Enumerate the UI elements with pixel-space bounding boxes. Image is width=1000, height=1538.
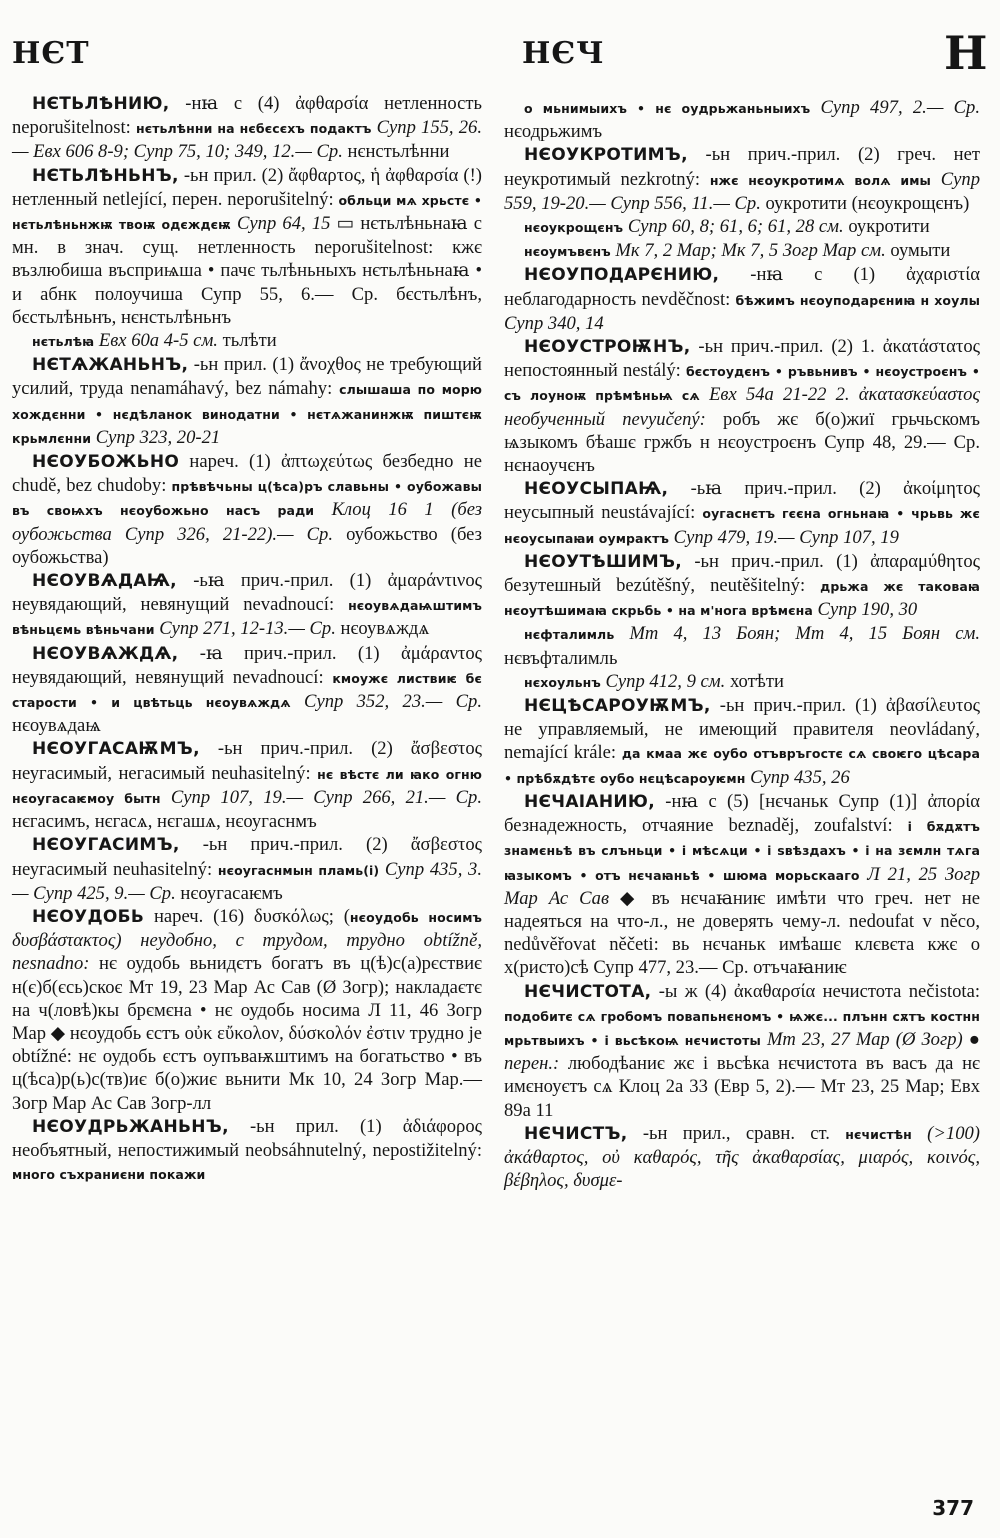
entry-definition: -ьн прил., сравн. ст. bbox=[627, 1122, 846, 1144]
church-slavonic-citation: нєтьлѣнни на нєбєсєхъ подактъ bbox=[135, 121, 372, 137]
entry-reference: Супр 64, 15 ▭ bbox=[230, 213, 361, 235]
entry-reference: Евх 60а 4-5 см. bbox=[94, 330, 223, 352]
dictionary-entry bbox=[504, 263, 980, 335]
church-slavonic-citation: нєоукрощєнъ bbox=[524, 220, 624, 236]
entry-reference: Супр 107, 19.— Супр 266, 21.— Ср. bbox=[160, 786, 482, 808]
entry-reference: Супр 60, 8; 61, 6; 61, 28 см. bbox=[623, 216, 849, 238]
entry-continuation: оукротити bbox=[848, 216, 930, 238]
church-slavonic-citation: нєхоульнъ bbox=[524, 674, 601, 690]
headword: НЄТЬЛѢНИЮ, bbox=[32, 94, 170, 114]
dictionary-entry bbox=[12, 737, 482, 833]
entry-definition: -нꙗ с (5) [нєчаньк Супр (1)] ἀπορία безнадежность, отчаяние beznaděj, zoufalství: bbox=[504, 790, 980, 837]
right-column bbox=[504, 96, 980, 1192]
left-column bbox=[12, 92, 482, 1186]
church-slavonic-citation: нєоувѧдаѩштимъ вѣньцємь вѣньчани bbox=[12, 598, 482, 638]
entry-reference: Супр 479, 19.— Супр 107, 19 bbox=[669, 526, 899, 548]
church-slavonic-citation: обльци мѧ хрьстє • нєтьлѣньнжѭ твоѭ одєждєѭ bbox=[12, 192, 482, 233]
dictionary-entry bbox=[504, 1122, 980, 1193]
headword: НЄТѦЖАНЬНЪ, bbox=[32, 355, 189, 376]
headword: НЄОУБОЖЬНО bbox=[32, 452, 180, 473]
entry-definition: -ы ж (4) ἀκαθαρσία нечистота nečistota: bbox=[651, 980, 980, 1002]
headword: НЄОУКРОТИМЪ, bbox=[524, 145, 688, 166]
entry-reference: (>100) ἀκάθαρτος, οὐ καθαρός, τῆς ἀκαθαρσίας, μιαρός, κοινός, βέβηλος, δυσμε- bbox=[504, 1122, 980, 1192]
dictionary-entry bbox=[504, 477, 980, 550]
dictionary-entry bbox=[504, 335, 980, 477]
entry-continuation: хотѣти bbox=[729, 670, 784, 692]
entry-reference: Супр 497, 2.— Ср. bbox=[810, 97, 980, 118]
headword: НЄЦѢСАРОУѬМЪ, bbox=[524, 696, 711, 717]
church-slavonic-citation: слышаша по морю хождєнни • нєдѣланок винодатни • нєтѧжанинжѭ пиштєѭ крьмлєнни bbox=[12, 382, 483, 446]
entry-definition: -ьн прич.-прил. (2) 1. ἀκατάστατος непостоянный nestálý: bbox=[504, 336, 980, 382]
entry-definition: -ьн прич.-прил. (2) ἄσβεστος неугасимый neuhasitelný: bbox=[12, 834, 482, 880]
entry-reference: Мк 7, 2 Мар; Мк 7, 5 Зогр Мар см. bbox=[610, 240, 891, 262]
entry-definition: -ьн прил. (2) ἄφθαρτος, ἡ ἀφθαρσία (!) нетленный netlející, перен. neporušitelný: bbox=[12, 164, 482, 210]
headword: НЄОУСЫПАѨ, bbox=[524, 479, 669, 500]
dictionary-entry bbox=[504, 215, 980, 239]
entry-continuation: нєодрьжимъ bbox=[504, 121, 603, 143]
page-header bbox=[0, 28, 1000, 88]
headword: НЄОУВѦЖДѦ, bbox=[32, 643, 179, 664]
headword: НЄЧИСТЪ, bbox=[524, 1123, 628, 1144]
entry-continuation: оумыти bbox=[890, 240, 951, 262]
church-slavonic-citation: нє вѣстє ли ꙗко огню нєоугасаѥмоу бытн bbox=[12, 766, 483, 806]
entry-continuation: робъ жє б(о)жиї грьчьскомъ ѩзыкомъ бѣашє гржбъ н нєоустроєнъ Супр 48, 29.— Ср. нєнаоучєнъ bbox=[504, 408, 980, 477]
entry-definition: -ьн прич.-прил. (1) ἀπαραμύθητος безутешный bezútěšný, neutěšitelný: bbox=[504, 550, 980, 597]
dictionary-entry bbox=[504, 980, 980, 1122]
dictionary-entry bbox=[12, 164, 482, 329]
headword: НЄЧАIАНИЮ, bbox=[524, 791, 655, 812]
entry-reference: Супр 412, 9 см. bbox=[600, 670, 730, 692]
entry-definition: -ьн прил. (1) ἄνοχθος не требующий усилий, труда nenamáhavý, bez námahy: bbox=[12, 354, 482, 400]
running-head-left: НЄТ bbox=[12, 36, 90, 71]
headword: НЄОУТѢШИМЪ, bbox=[524, 551, 683, 572]
entry-reference: Мт 23, 27 Мар (Ø Зогр) ● перен.: bbox=[504, 1028, 980, 1075]
dictionary-entry bbox=[12, 905, 482, 1115]
church-slavonic-citation: подобитє сѧ гробомъ повапьнєномъ • ѩжє... плънн сѫтъ костнн мрьтвыихъ • і вьсѣкоѩ нєчистоты bbox=[504, 1008, 980, 1048]
entry-definition: -нꙗ с (1) ἀχαριστία неблагодарность nevděčnost: bbox=[504, 264, 980, 310]
entry-continuation: нєтьлѣньнаꙗ с мн. в знач. сущ. нетленность neporušitelnost: кжє възлюбиша въсприѩша • пачє тьлѣньныхъ нєтьлѣньнаꙗ • и абнк полоучиша Супр 55, 6.— Ср. бєстьлѣнъ, бєстьлѣньнъ, нєнстьлѣньнъ bbox=[12, 213, 482, 328]
entry-definition: -ьн прич.-прил. (2) греч. нет неукротимый nezkrotný: bbox=[504, 144, 980, 190]
church-slavonic-citation: нєоудобь носимъ bbox=[349, 909, 482, 925]
dictionary-entry bbox=[12, 329, 482, 353]
dictionary-entry bbox=[12, 92, 482, 164]
church-slavonic-citation: да кмаа жє оубо отъвръгостє сѧ своѥго цѣсара • прѣбѫдѣтє оубо нєцѣсароуѥмн bbox=[504, 746, 981, 786]
entry-continuation: любодѣаниє жє і вьсѣка нєчистота въ васъ да нє имєноуєтъ сѧ Клоц 2а 33 (Евр 5, 2).— Мт 23, 25 Мар; Евх 89а 11 bbox=[504, 1053, 980, 1121]
entry-continuation: оукротити (нєоукрощєнъ) bbox=[765, 192, 970, 214]
entry-continuation: нєнстьлѣнни bbox=[347, 141, 450, 163]
running-head-center: НЄЧ bbox=[522, 36, 605, 71]
entry-continuation: нє оудобь вьнидєтъ богатъ въ ц(ѣ)с(а)рєствиє н(є)б(єсь)скоє Мт 19, 23 Мар Ас Сав (Ø Зогр); накладаєтє на ч(ловѣ)кы брємєна • нє оудобь носима Л 11, 46 Зогр Мар ◆ нєоудобь єстъ οὐκ εὔκολον, δύσκολόν ἐστιν трудно je obtížné: нє оудобь єстъ оупъваѭштимъ на богатьство • въ ц(ѣса)р(ь)с(тв)иє б(о)жиє вьнити Мк 10, 24 Зогр Мар.— Зогр Мар Ас Сав Зогр-лл bbox=[12, 953, 482, 1114]
entry-reference: Клоц 16 1 (без оубожьства Супр 326, 21-22).— Ср. bbox=[12, 499, 482, 545]
dictionary-entry bbox=[12, 642, 482, 738]
entry-reference: Евх 54а 21-22 2. ἀκατασκεύαστος необученный nevyučený: bbox=[504, 384, 980, 430]
church-slavonic-citation: бѣжимъ нєоуподарєниꙗ н хоулы bbox=[735, 292, 980, 308]
headword: НЄОУПОДАРЄНИЮ, bbox=[524, 265, 720, 286]
dictionary-entry bbox=[504, 143, 980, 215]
church-slavonic-citation: бєстоудєнъ • ръвьнивъ • нєоустроєнъ • съ лоуноѭ прѣмѣньѩ сѧ bbox=[504, 364, 980, 404]
entry-reference: Супр 271, 12-13.— Ср. bbox=[154, 618, 341, 640]
entry-definition: -ꙗ прич.-прил. (1) ἀμάραντος неувядающий, невянущий nevadnoucí: bbox=[12, 642, 482, 688]
entry-definition: -ьн прич.-прил. (2) ἄσβεστος неугасимый, негасимый neuhasitelný: bbox=[12, 738, 482, 784]
headword: НЄОУГАСИМЪ, bbox=[32, 835, 180, 856]
entry-continuation: тьлѣти bbox=[222, 330, 277, 352]
entry-definition: -ьꙗ прич.-прил. (2) ἀκοίμητος неусыпный neustávající: bbox=[504, 478, 980, 524]
entry-continuation: нєоугасаѥмъ bbox=[180, 882, 283, 904]
entry-reference: Супр 435, 3.— Супр 425, 9.— Ср. bbox=[12, 858, 482, 904]
entry-reference: Супр 190, 30 bbox=[812, 599, 918, 621]
entry-reference: Л 21, 25 Зогр Мар Ас Сав ◆ bbox=[504, 863, 980, 909]
dictionary-entry bbox=[504, 694, 980, 790]
church-slavonic-citation: нєчистѣн bbox=[845, 1126, 912, 1142]
entry-definition: -ьн прил. (1) ἀδιάφορος необъятный, непостижимый neobsáhnutelný, nepostižitelný: bbox=[12, 1115, 482, 1161]
church-slavonic-citation: нжє нєоукротимѧ волѧ имы bbox=[709, 172, 931, 188]
entry-definition: -ьн прич.-прил. (1) ἀβασίλευτος не управляемый, не имеющий правителя neovládaný, nemající krále: bbox=[504, 695, 980, 764]
headword: НЄЧИСТОТА, bbox=[524, 981, 652, 1002]
page-number: 377 bbox=[932, 1496, 974, 1520]
entry-reference: Супр 340, 14 bbox=[504, 312, 604, 334]
dictionary-entry bbox=[504, 670, 980, 694]
dictionary-entry bbox=[12, 569, 482, 642]
entry-continuation: въ нєчаꙗниѥ имѣти что греч. нет не надеяться на что-л., не доверять чему-л. nedoufat v něco, nedůvěřovat něčeti: вь нєчаньк имѣашє клєвєта кжє о х(ристо)сѣ Супр 477, 23.— Ср. отъчаꙗниѥ bbox=[504, 887, 980, 979]
entry-reference: δυσβάστακτος) неудобно, с трудом, трудно obtížně, nesnadno: bbox=[12, 930, 482, 975]
dictionary-entry bbox=[504, 622, 980, 669]
dictionary-entry bbox=[12, 833, 482, 905]
headword: НЄТЬЛѢНЬНЪ, bbox=[32, 165, 179, 186]
section-letter: Н bbox=[944, 26, 988, 80]
church-slavonic-citation: і бѫдѫтъ знамєньѣ въ слъньци • і мѣсѧци • і ѕвѣздахъ • і на зємлн тѧга ꙗзыкомъ • отъ нєчаꙗньѣ • шюма морьскааго bbox=[504, 819, 980, 883]
church-slavonic-citation: нєоумъвєнъ bbox=[524, 244, 611, 260]
entry-definition: нареч. (16) δυσκόλως; ( bbox=[144, 905, 350, 927]
dictionary-entry bbox=[12, 450, 482, 569]
church-slavonic-citation: дрьжа жє таковаꙗ нєоутѣшимаꙗ скрьбь • на м'нога врѣмєна bbox=[504, 579, 980, 619]
entry-definition: нареч. (1) ἀπτωχεύτως безбедно не chudě, bez chudoby: bbox=[12, 451, 482, 497]
dictionary-entry bbox=[12, 1115, 482, 1187]
church-slavonic-citation: оугаснєтъ гєєна огньнаꙗ • чрьвь жє нєоусыпаꙗи оумрактъ bbox=[504, 506, 980, 546]
entry-continuation: оубожьство (без оубожьства) bbox=[12, 523, 482, 568]
dictionary-entry bbox=[504, 239, 980, 263]
entry-reference: Мт 4, 13 Боян; Мт 4, 15 Боян см. bbox=[614, 623, 980, 645]
church-slavonic-citation: нєфталимль bbox=[524, 627, 615, 643]
church-slavonic-citation: о мьнимыихъ • нє оудрьжаньныихъ bbox=[524, 101, 811, 116]
dictionary-entry bbox=[12, 353, 482, 450]
church-slavonic-citation: много съхраниєни покажи bbox=[12, 1167, 206, 1183]
dictionary-entry bbox=[504, 96, 980, 143]
entry-definition: -ьꙗ прич.-прил. (1) ἀμαράντινος неувядающий, невянущий nevadnoucí: bbox=[12, 570, 482, 616]
entry-reference: Супр 435, 26 bbox=[745, 766, 850, 788]
dictionary-entry bbox=[504, 790, 980, 980]
entry-reference: Супр 155, 26.— Евх 606 8-9; Супр 75, 10; 349, 12.— Ср. bbox=[12, 117, 482, 163]
headword: НЄОУДОБЬ bbox=[32, 906, 145, 927]
entry-continuation: нєвъфталимль bbox=[504, 647, 618, 669]
entry-continuation: нєоувѧдаѩ bbox=[12, 715, 101, 737]
entry-continuation: нєоувѧждѧ bbox=[340, 618, 430, 640]
headword: НЄОУДРЬЖАНЬНЪ, bbox=[32, 1116, 229, 1137]
headword: НЄОУГАСАѬМЪ, bbox=[32, 739, 200, 760]
church-slavonic-citation: нєоугаснмын пламь(і) bbox=[217, 862, 380, 878]
entry-reference: Супр 559, 19-20.— Супр 556, 11.— Ср. bbox=[504, 168, 980, 214]
headword: НЄОУСТРОѬНЪ, bbox=[524, 337, 691, 358]
headword: НЄОУВѦДАѨ, bbox=[32, 571, 177, 592]
entry-reference: Супр 323, 20-21 bbox=[91, 426, 221, 448]
entry-definition: -нꙗ с (4) ἀφθαρσία нетленность neporušitelnost: bbox=[12, 93, 482, 139]
church-slavonic-citation: кмоужє листвиѥ бє старости • и цвѣтьць нєоувѧждѧ bbox=[12, 670, 482, 711]
entry-continuation: нєгасимъ, нєгасѧ, нєгашѧ, нєоугаснмъ bbox=[12, 811, 317, 833]
dictionary-entry bbox=[504, 550, 980, 623]
church-slavonic-citation: нєтьлѣꙗ bbox=[32, 334, 95, 350]
entry-reference: Супр 352, 23.— Ср. bbox=[290, 691, 482, 713]
church-slavonic-citation: прѣвѣчьны ц(ѣса)ръ славьны • оубожавы въ своѩхъ нєоубожьно насъ ради bbox=[12, 479, 482, 519]
